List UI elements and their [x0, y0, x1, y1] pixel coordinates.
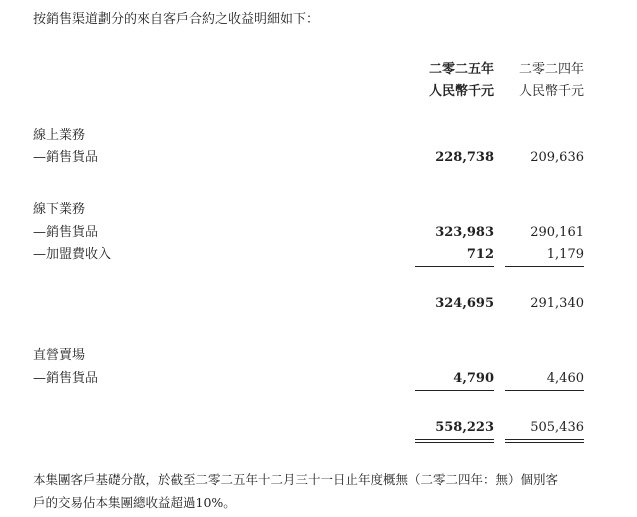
header-2025-unit: 人民幣千元 [428, 84, 494, 99]
section-title-direct: 直營賣場 [33, 348, 86, 363]
value-online-sales-2025: 228,738 [435, 150, 494, 165]
footnote-line-1: 本集團客戶基礎分散，於截至二零二五年十二月三十一日止年度概無（二零二四年：無）個別客 [33, 472, 559, 487]
total-double-rule-2025-b [415, 442, 494, 443]
value-offline-subtotal-2025: 324,695 [435, 296, 494, 311]
value-direct-sales-2025: 4,790 [453, 371, 494, 386]
value-online-sales-2024: 209,636 [530, 150, 584, 165]
header-2024-year: 二零二四年 [518, 62, 584, 77]
value-direct-sales-2024: 4,460 [546, 371, 584, 386]
pre-total-rule-2025 [415, 390, 494, 391]
value-franchise-fee-2025: 712 [466, 247, 494, 262]
value-total-2024: 505,436 [530, 420, 584, 435]
total-double-rule-2024-a [505, 439, 584, 440]
pre-total-rule-2024 [505, 390, 584, 391]
header-2024-unit: 人民幣千元 [518, 84, 584, 99]
row-label-offline-sales: —銷售貨品 [33, 225, 99, 240]
total-double-rule-2025-a [415, 439, 494, 440]
value-offline-subtotal-2024: 291,340 [530, 296, 584, 311]
subtotal-rule-2024 [505, 266, 584, 267]
value-franchise-fee-2024: 1,179 [546, 247, 584, 262]
total-double-rule-2024-b [505, 442, 584, 443]
value-offline-sales-2025: 323,983 [435, 225, 494, 240]
row-label-online-sales: —銷售貨品 [33, 150, 99, 165]
value-offline-sales-2024: 290,161 [530, 225, 584, 240]
row-label-franchise-fee: —加盟費收入 [33, 247, 112, 262]
subtotal-rule-2025 [415, 266, 494, 267]
value-total-2025: 558,223 [435, 420, 494, 435]
footnote-line-2: 戶的交易佔本集團總收益超過10%。 [33, 495, 236, 510]
intro-text: 按銷售渠道劃分的來自客戶合約之收益明細如下： [33, 12, 320, 27]
section-title-offline: 線下業務 [33, 202, 86, 217]
row-label-direct-sales: —銷售貨品 [33, 371, 99, 386]
section-title-online: 線上業務 [33, 128, 86, 143]
header-2025-year: 二零二五年 [428, 62, 494, 77]
